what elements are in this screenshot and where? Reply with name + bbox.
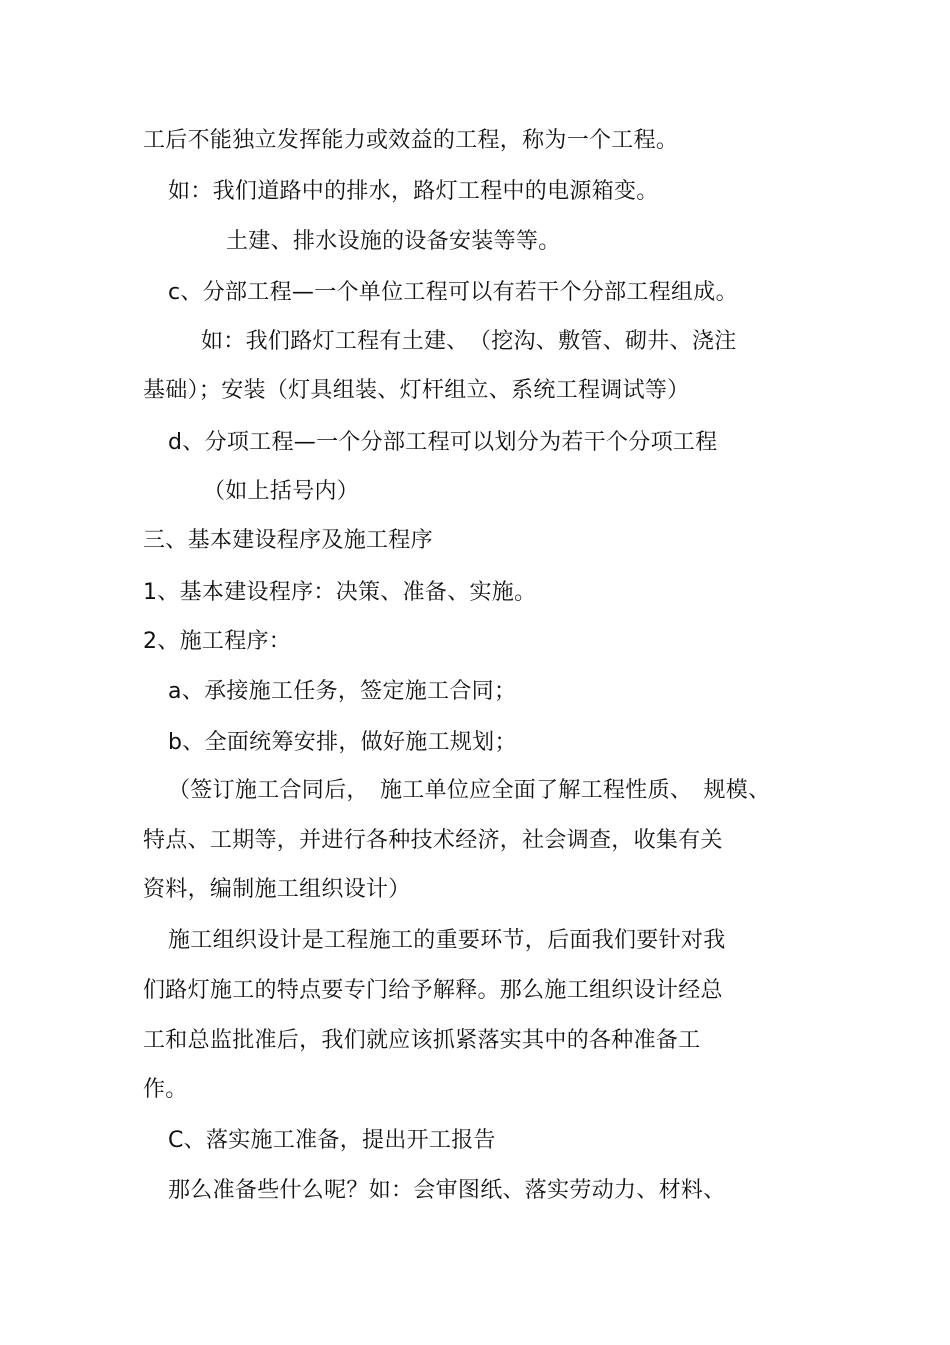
text-line: 资料，编制施工组织设计） — [143, 877, 411, 902]
text-line: 施工组织设计是工程施工的重要环节，后面我们要针对我 — [168, 928, 726, 953]
text-line: 特点、工期等，并进行各种技术经济，社会调查，收集有关 — [143, 828, 723, 853]
text-line: b、全面统筹安排，做好施工规划； — [168, 730, 517, 755]
text-line: 们路灯施工的特点要专门给予解释。那么施工组织设计经总 — [143, 978, 723, 1003]
text-line: C、落实施工准备，提出开工报告 — [168, 1128, 496, 1153]
text-line: d、分项工程—一个分部工程可以划分为若干个分项工程 — [168, 430, 718, 455]
text-line: a、承接施工任务，签定施工合同； — [168, 679, 517, 704]
text-line: 作。 — [143, 1077, 188, 1102]
text-line: 工和总监批准后，我们就应该抓紧落实其中的各种准备工 — [143, 1028, 701, 1053]
text-line: 如：我们道路中的排水，路灯工程中的电源箱变。 — [168, 179, 659, 204]
text-line: 那么准备些什么呢？如：会审图纸、落实劳动力、材料、 — [168, 1178, 726, 1203]
text-line: 1、基本建设程序：决策、准备、实施。 — [143, 580, 537, 605]
section-heading: 三、基本建设程序及施工程序 — [143, 528, 433, 553]
text-line: （签订施工合同后， 施工单位应全面了解工程性质、 规模、 — [168, 778, 771, 803]
text-line: 2、施工程序： — [143, 629, 292, 654]
text-line: 工后不能独立发挥能力或效益的工程，称为一个工程。 — [143, 128, 679, 153]
text-line: 土建、排水设施的设备安装等等。 — [226, 229, 561, 254]
text-line: （如上括号内） — [203, 479, 360, 504]
text-line: 基础）；安装（灯具组装、灯杆组立、系统工程调试等） — [143, 378, 690, 403]
text-line: c、分部工程—一个单位工程可以有若干个分部工程组成。 — [168, 280, 738, 305]
text-line: 如：我们路灯工程有土建、 （挖沟、敷管、砌井、浇注 — [201, 329, 737, 354]
